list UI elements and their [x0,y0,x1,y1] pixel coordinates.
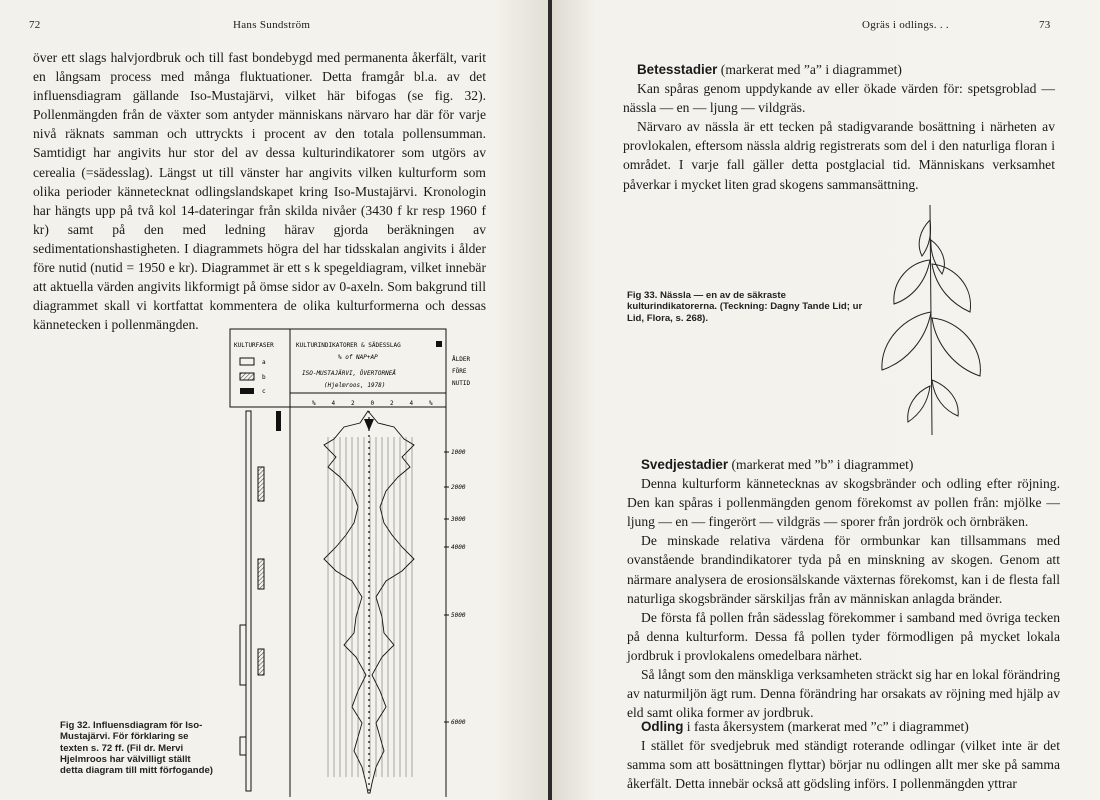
legend-c-swatch [240,388,254,394]
phase-a-bar-1 [240,625,246,685]
scale-tick-label: % [312,400,316,407]
running-head-author: Hans Sundström [233,19,311,31]
nettle-leaf-6 [932,318,980,376]
svedjestadier-p4: Så långt som den mänskliga verksamheten sträckt sig har en lokal förändring av naturmiljön ägt rum. Denna förändring har orsakats av röjning med hjälp av eld samt olika former av jordbruk. [627,667,1060,721]
age-label: 3000 [451,516,466,523]
phase-b-bar-1 [258,467,264,501]
age-label: 5000 [451,612,466,619]
cereal-marker-top [364,419,374,431]
svedjestadier-p1: Denna kulturform kännetecknas av skogsbränder och odling efter röjning. Den kan spåras i pollenmängden genom förekomst av pollen från: mjölke — ljung — en — fingerört — vildgräs — sporer från jordrök och örnbräken. [627,476,1060,530]
section-betesstadier [623,60,1055,194]
scale-tick-label: 2 [390,400,394,407]
phase-b-bar-3 [258,649,264,675]
svedjestadier-p2: De minskade relativa värdena för ormbunkar kan tillsammans med ovanstående brandindikatorer tyda på en minskning av skogen. Genom att närmare analysera de erosionsälskande växternas förekomst, kan i de flesta fall naturliga skogsbränder särskiljas från av människan anlagda bränder. [627,533,1060,606]
nettle-illustration [870,200,990,440]
running-head-title: Ogräs i odlings. . . [862,19,949,31]
phase-a-bar-2 [240,737,246,755]
betesstadier-p2: Närvaro av nässla är ett tecken på stadigvarande bosättning i närheten av provlokalen, eftersom nässla aldrig registrerats som del i den naturliga floran i området. I varje fall gäller detta postglacial tid. Människans verksamhet påverkar i mycket liten grad skogens sammansättning. [623,119,1055,192]
section-svedjestadier [627,455,1060,722]
page-number-right: 73 [1039,19,1051,31]
right-page [552,0,1100,800]
scale-tick-label: 4 [409,400,414,407]
left-page [0,0,548,800]
influence-diagram [228,327,471,797]
scale-tick-label: 0 [370,400,375,407]
phase-c-bar [276,411,281,431]
odling-heading-bold: Odling [641,719,684,734]
odling-p1: I stället för svedjebruk med ständigt roterande odlingar (vilket inte är det samma som att bosättningen flyttar) börjar nu odlingen allt mer ske på samma åkerfält. Detta innebär också att gödsling införs. I pollenmängden yttrar [627,738,1060,792]
phase-axis-line [246,411,251,791]
page-number-left: 72 [29,19,41,31]
nettle-leaf-8 [908,386,930,422]
header-nutid: NUTID [452,380,471,387]
nettle-leaf-4 [932,264,971,312]
header-fore: FÖRE [452,368,467,375]
header-percent: % of NAP+AP [338,354,378,361]
header-cereal-swatch [436,341,442,347]
scale-tick-label: % [429,400,433,407]
legend-b-swatch [240,373,254,380]
svedjestadier-heading [627,455,1060,474]
legend-c-label: c [262,388,266,395]
svedjestadier-p3: De första få pollen från sädesslag förekommer i samband med övriga tecken på denna kulturform. Dessa få pollen tyder förmodligen på mycket lokala jordbruk i provlokalens omedelbara närhet. [627,609,1060,663]
legend-b-label: b [262,374,266,381]
percent-scale [312,400,433,407]
svedjestadier-heading-rest: (markerat med ”b” i diagrammet) [728,457,914,472]
phase-b-bar-2 [258,559,264,589]
nettle-leaf-7 [932,380,958,416]
legend-a-swatch [240,358,254,365]
mirror-hatch [328,437,412,777]
figure-32-caption: Fig 32. Influensdiagram för Iso-Mustajärvi. För förklaring se texten s. 72 ff. (Fil dr. Mervi Hjelmroos har välvilligt ställt detta diagram till mitt förfogande) [60,720,213,777]
header-author: (Hjelmroos, 1978) [324,382,386,389]
age-label: 2000 [451,484,466,491]
header-kulturindikatorer: KULTURINDIKATORER & SÄDESSLAG [296,342,401,349]
left-body-text [33,48,486,334]
svedjestadier-heading-bold: Svedjestadier [641,457,729,472]
diagram-svg [228,327,471,797]
diagram-header-frame [230,329,446,407]
header-site: ISO-MUSTAJÄRVI, ÖVERTORNEÅ [302,370,396,377]
nettle-leaf-5 [882,312,931,370]
figure-33-caption: Fig 33. Nässla — en av de säkraste kulturindikatorerna. (Teckning: Dagny Tande Lid; ur Lid, Flora, s. 268). [627,290,863,324]
age-label: 1000 [451,449,466,456]
age-axis [444,449,466,726]
nettle-leaf-3 [894,260,930,304]
nettle-leaf-1 [919,220,930,256]
age-label: 4000 [451,544,466,551]
header-kulturfaser: KULTURFASER [234,342,274,349]
odling-heading-rest: i fasta åkersystem (markerat med ”c” i diagrammet) [683,719,969,734]
scale-tick-label: 2 [351,400,355,407]
betesstadier-heading [623,60,1055,79]
age-label: 6000 [451,719,466,726]
betesstadier-heading-bold: Betesstadier [637,62,718,77]
legend-a-label: a [262,359,266,366]
section-odling [627,717,1060,793]
header-alder: ÅLDER [452,356,471,363]
left-paragraph: över ett slags halvjordbruk och till fast bondebygd med permanenta åkerfält, varit en långsam process med många fluktuationer. Detta framgår bl.a. av det influensdiagram gällande Iso-Mustajärvi, vilket här bifogas (se fig. 32). Pollenmängden från de växter som antyder människans närvaro har där för varje nivå räknats samman och uttryckts i procent av den totala pollensumman. Samtidigt har angivits hur stor del av dessa kulturindikatorer som utgörs av cerealia (=sädesslag). Längst ut till vänster har angivits vilken kulturform som olika perioder kännetecknat odlingslandskapet kring Iso-Mustajärvi. Kronologin har hängts upp på två kol 14-dateringar från skilda nivåer (3430 f kr resp 1960 f kr) samt på den med ledning härav gjorda beräkningen av sedimentationshastigheten. I diagrammets högra del har tidsskalan angivits i ålder före nutid (nutid = 1950 e kr). Diagrammet är ett s k spegeldiagram, vilket innebär att aktuella värden angivits likformigt på ömse sidor av 0-axeln. Som bakgrund till diagrammet skall vi kortfattat kommentera de olika kulturformerna och dessas kännetecken i pollenmängden. [33,50,486,333]
betesstadier-p1: Kan spåras genom uppdykande av eller ökade värden för: spetsgroblad — nässla — en — ljung — vildgräs. [623,81,1055,116]
betesstadier-heading-rest: (markerat med ”a” i diagrammet) [717,62,902,77]
scale-tick-label: 4 [331,400,336,407]
odling-heading [627,717,1060,736]
